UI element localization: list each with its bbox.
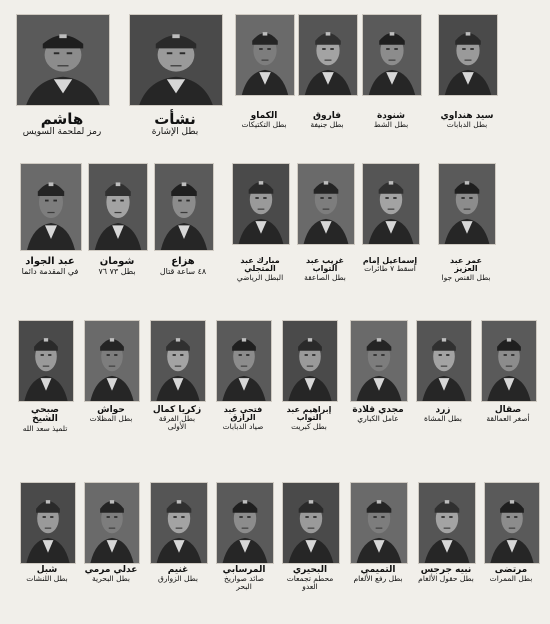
portrait-card (20, 482, 74, 606)
portrait-photo (298, 14, 358, 96)
portrait-title: بطل كبريت (291, 421, 327, 431)
portrait-title: أصغر العمالقة (486, 414, 530, 424)
portrait-name: مجدي قلادة (352, 405, 404, 415)
portrait-card (362, 163, 418, 297)
portrait-photo (16, 14, 110, 106)
portrait-card (216, 320, 270, 446)
portrait-name: غنيم (167, 565, 189, 575)
portrait-title: بطل الإشارة (151, 126, 199, 137)
portrait-card (154, 163, 212, 297)
portrait-name: شبل (36, 565, 58, 575)
portrait-caption (20, 566, 74, 583)
portrait-caption (438, 112, 496, 129)
portrait-caption (297, 257, 353, 282)
portrait-title: بطل الفرقة الأولى (158, 414, 196, 432)
portrait-title: بطل الشط (373, 120, 409, 130)
portrait-name: شنودة (376, 111, 406, 121)
portrait-title: أسقط ٧ طائرات (364, 264, 416, 274)
portrait-card (298, 14, 356, 152)
portrait-card (297, 163, 353, 297)
portrait-card (362, 14, 420, 152)
portrait-caption (216, 406, 270, 431)
portrait-title: في المقدمة دائما (21, 266, 79, 276)
portrait-caption (350, 406, 406, 423)
portrait-photo (418, 482, 476, 564)
portrait-photo (235, 14, 295, 96)
portrait-name: إبراهيم عبد التواب (286, 405, 332, 423)
portrait-photo (350, 482, 408, 564)
portrait-photo (362, 14, 422, 96)
portrait-title: رمز لملحمة السويس (22, 126, 102, 137)
portrait-photo (484, 482, 540, 564)
portrait-caption (362, 257, 418, 273)
portrait-photo (20, 163, 82, 251)
portrait-caption (235, 112, 293, 129)
portrait-name: المرسابي (222, 565, 266, 575)
portrait-name: زرد (435, 405, 451, 415)
portrait-caption (232, 257, 288, 282)
portrait-caption (362, 112, 420, 129)
portrait-title: صياد الدبابات (222, 421, 264, 431)
portrait-card (84, 320, 138, 446)
portrait-photo (20, 482, 76, 564)
portrait-title: بطل الصاعقة (304, 272, 346, 282)
portrait-name: زكريا كمال (152, 405, 202, 415)
portrait-card (416, 320, 470, 446)
portrait-caption (350, 566, 406, 583)
portrait-title: بطل اللنشات (26, 574, 68, 584)
portrait-card (481, 320, 535, 446)
portrait-photo (150, 482, 208, 564)
portrait-name: غريب عبد التواب (305, 256, 345, 274)
portrait-photo (232, 163, 290, 245)
portrait-photo (18, 320, 74, 402)
portrait-title: صائد صواريخ البحر (224, 574, 264, 592)
portrait-card (282, 320, 336, 446)
portrait-name: فتحي عبد الرازق (223, 405, 263, 423)
portrait-card (18, 320, 72, 446)
portrait-card (150, 320, 204, 446)
portrait-photo (282, 482, 340, 564)
portrait-name: مرتضى (494, 565, 528, 575)
portrait-name: الكماو (250, 111, 278, 121)
portrait-caption (150, 406, 204, 431)
portrait-title: بطل ٧٣ ٧٦ (98, 266, 136, 276)
portrait-name: سيد هنداوي (440, 111, 494, 121)
portrait-photo (129, 14, 223, 106)
portrait-photo (481, 320, 537, 402)
portrait-name: شومان (99, 256, 135, 267)
portrait-caption (16, 112, 108, 137)
portrait-title: بطل حقول الألغام (418, 574, 474, 584)
portrait-title: محطم تجمعات العدو (286, 574, 334, 592)
portrait-caption (84, 406, 138, 423)
portrait-photo (350, 320, 408, 402)
portrait-card (350, 320, 406, 446)
portrait-caption (481, 406, 535, 423)
portrait-card (88, 163, 146, 297)
portrait-title: بطل المظلات (89, 414, 133, 424)
portrait-name: البحيري (292, 565, 328, 575)
portrait-photo (416, 320, 472, 402)
portrait-title: ٤٨ ساعة قتال (159, 266, 207, 276)
portrait-title: بطل البحرية (91, 574, 131, 584)
portrait-photo (362, 163, 420, 245)
portrait-name: عدلي مرمي (84, 565, 138, 575)
portrait-photo (438, 14, 498, 96)
portrait-name: إسماعيل إمام (362, 256, 418, 265)
portrait-card (418, 482, 474, 606)
portrait-caption (20, 257, 80, 276)
portrait-name: هاشم (40, 110, 84, 128)
portrait-title: بطل جنيفة (310, 120, 344, 130)
portrait-caption (484, 566, 538, 583)
portrait-name: صبحي الشيخ (31, 405, 59, 425)
portrait-photo (150, 320, 206, 402)
portrait-title: بطل المشاة (424, 414, 462, 424)
portrait-photo (154, 163, 214, 251)
portrait-title: بطل الدبابات (446, 120, 488, 130)
portrait-title: عامل الكباري (357, 414, 399, 424)
portrait-title: بطل رفع الألغام (353, 574, 403, 584)
portrait-card (16, 14, 108, 152)
portrait-card (20, 163, 80, 297)
portrait-caption (154, 257, 212, 276)
portrait-caption (88, 257, 146, 276)
portrait-card (84, 482, 138, 606)
portrait-caption (418, 566, 474, 583)
portrait-name: صقال (494, 405, 522, 415)
portrait-caption (216, 566, 272, 591)
portrait-caption (18, 406, 72, 433)
portrait-card (350, 482, 406, 606)
portrait-card (232, 163, 288, 297)
portrait-caption (150, 566, 206, 583)
portrait-card (235, 14, 293, 152)
portrait-card (282, 482, 338, 606)
portrait-photo (282, 320, 338, 402)
portrait-name: عبد الجواد (25, 256, 75, 267)
portrait-photo (216, 320, 272, 402)
portrait-photo (438, 163, 496, 245)
portrait-name: نبيه جرجس (420, 565, 472, 575)
portrait-photo (88, 163, 148, 251)
portrait-name: مبارك عبد المتجلي (240, 256, 280, 274)
portrait-caption (282, 566, 338, 591)
portrait-card (150, 482, 206, 606)
portrait-title: بطل التكتيكات (241, 120, 287, 130)
portrait-card (484, 482, 538, 606)
portrait-card (438, 14, 496, 152)
portrait-name: نشأت (154, 110, 196, 128)
portrait-title: البطل الرياضي (236, 272, 284, 282)
portrait-title: بطل الزوارق (158, 574, 198, 584)
portrait-caption (84, 566, 138, 583)
portrait-caption (438, 257, 494, 282)
portrait-caption (129, 112, 221, 137)
portrait-title: بطل القنص جوا (441, 272, 491, 282)
portrait-card (216, 482, 272, 606)
portrait-title: تلميذ سعد الله (22, 423, 68, 433)
portrait-name: حواش (97, 405, 125, 415)
portrait-name: عمر عبد العزيز (450, 256, 482, 274)
portrait-photo (84, 320, 140, 402)
portrait-photo (216, 482, 274, 564)
portrait-photo (297, 163, 355, 245)
portrait-name: هزاع (171, 256, 195, 267)
portrait-caption (282, 406, 336, 431)
portrait-caption (298, 112, 356, 129)
portrait-card (438, 163, 494, 297)
portrait-name: فاروق (312, 111, 342, 121)
portrait-name: التميمي (360, 565, 396, 575)
portrait-caption (416, 406, 470, 423)
portrait-card (129, 14, 221, 152)
portrait-photo (84, 482, 140, 564)
portrait-title: بطل الممرات (489, 574, 533, 584)
